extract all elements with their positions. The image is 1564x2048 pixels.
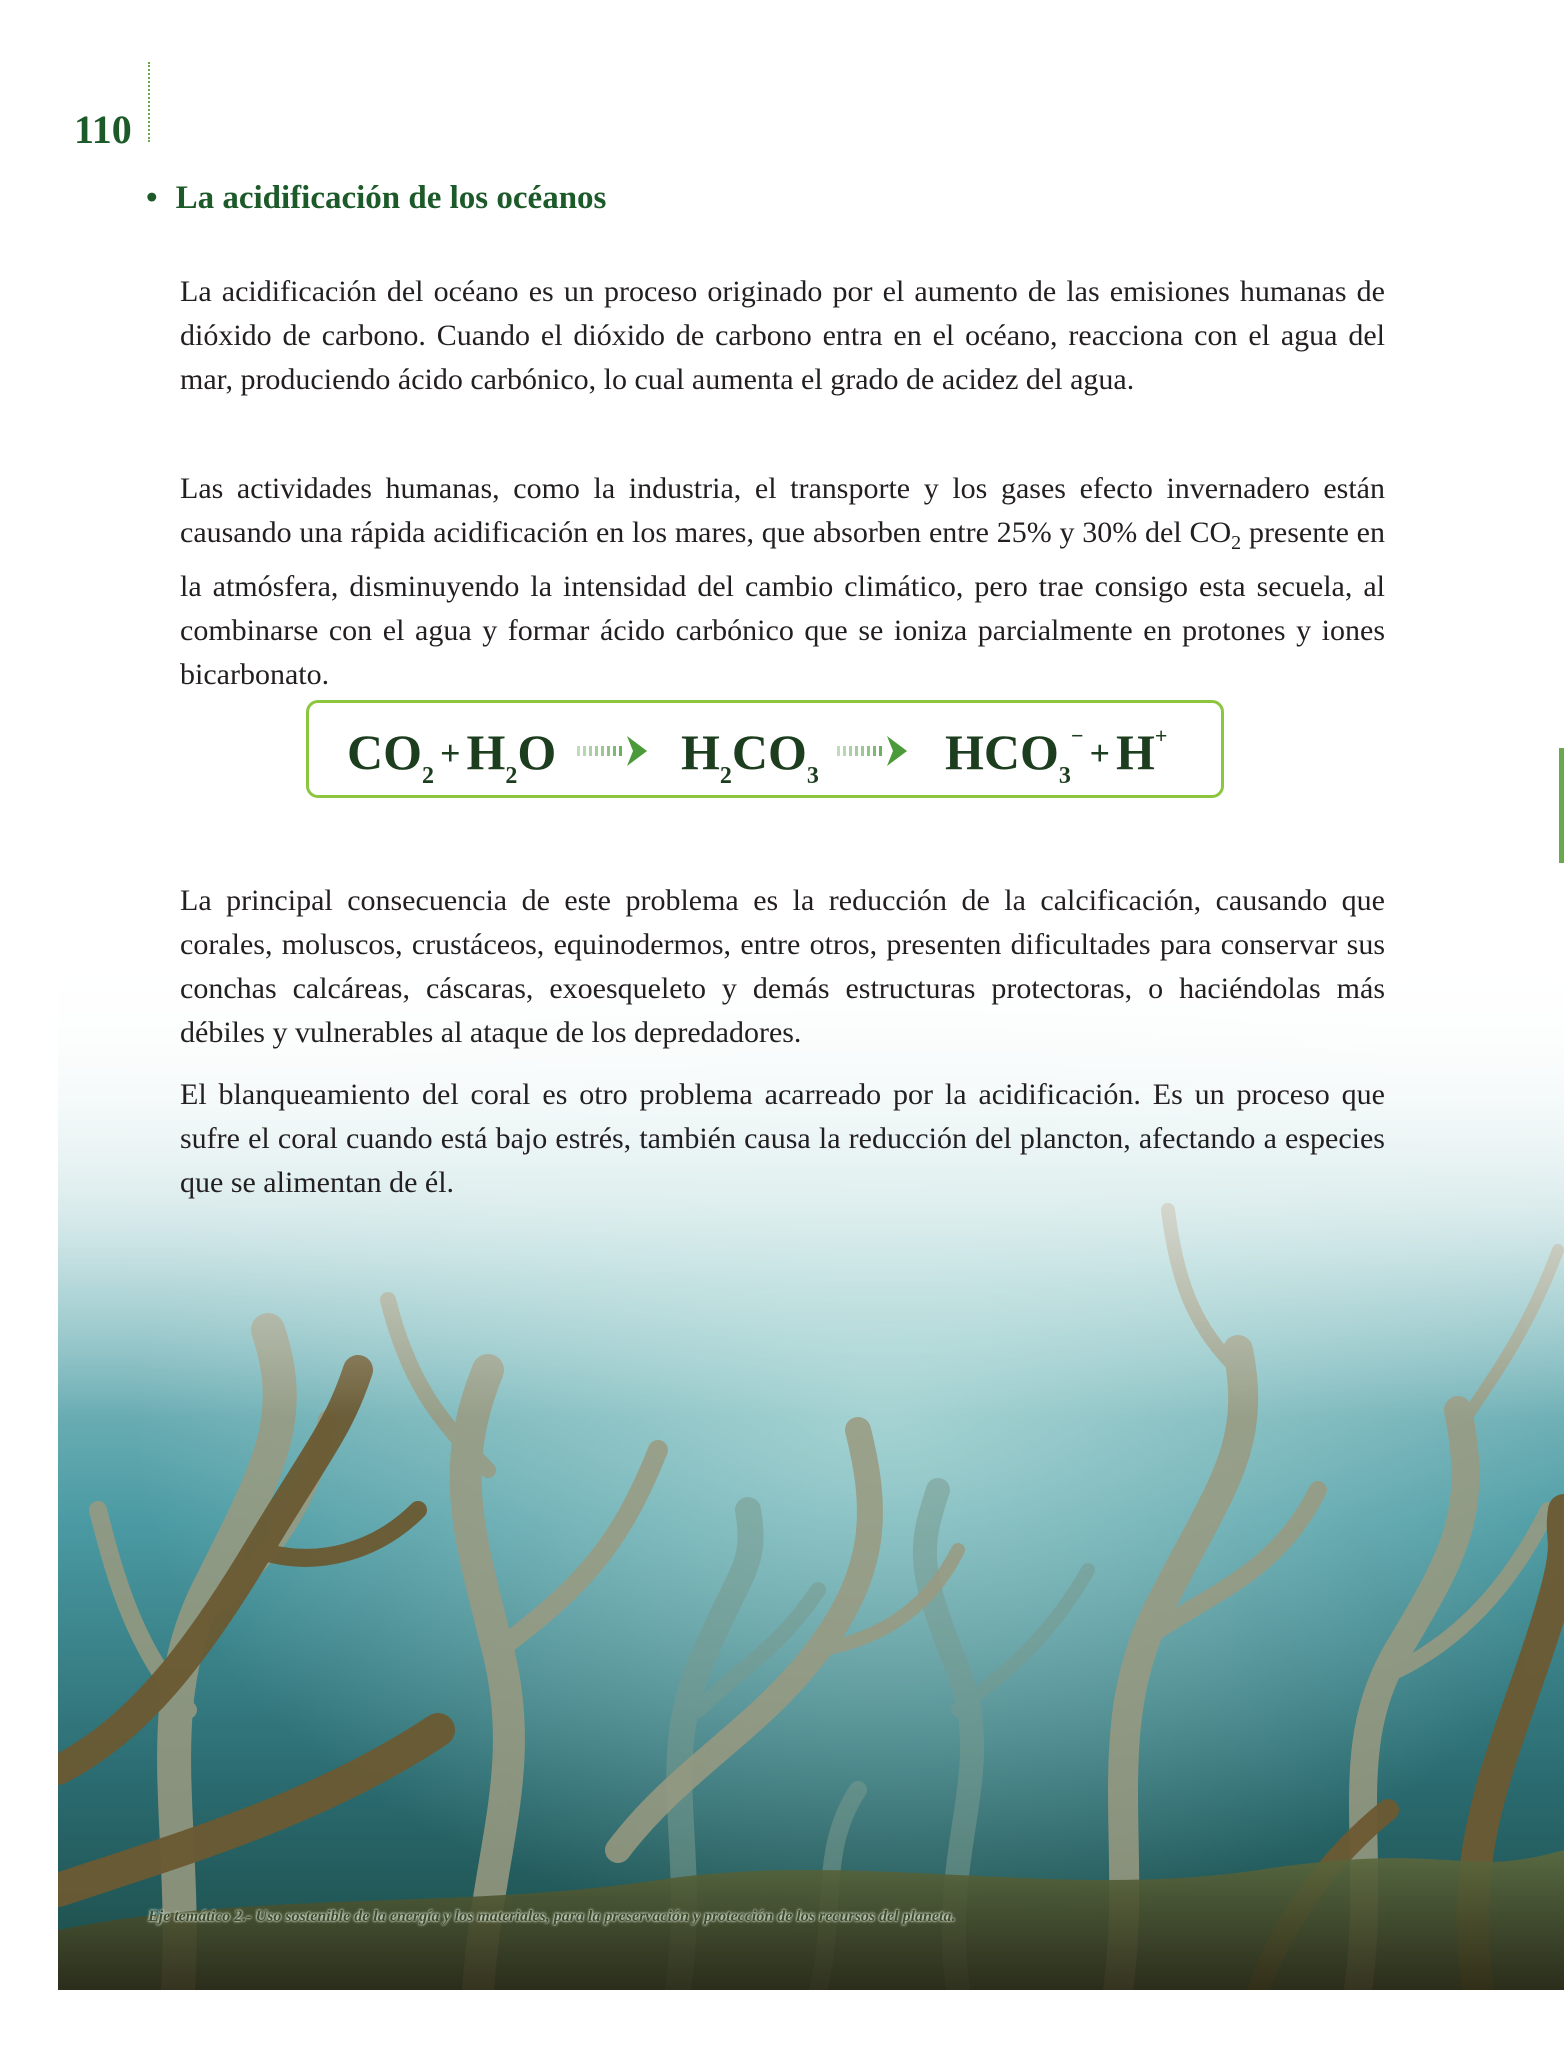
subscript: 3 — [1058, 763, 1071, 789]
superscript: − — [1070, 723, 1084, 748]
paragraph-human-activities — [180, 467, 1385, 697]
subscript: 2 — [505, 763, 518, 789]
equation-carbonic-acid — [681, 723, 819, 790]
formula-hco3: HCO — [945, 724, 1059, 780]
equation-reactants — [347, 723, 556, 790]
section-heading — [146, 180, 606, 217]
footer-caption: Eje temático 2.- Uso sostenible de la energía y los materiales, para la preservación y protección de los recursos del planeta. — [148, 1908, 956, 1925]
formula-h2co3-co: CO — [731, 724, 807, 780]
section-heading-text: La acidificación de los océanos — [175, 180, 607, 216]
formula-h2o-o: O — [517, 724, 557, 780]
formula-h2o-h: H — [466, 724, 506, 780]
plus-sign: + — [1089, 733, 1110, 773]
formula-co2: CO — [347, 724, 422, 780]
formula-h-ion: H — [1115, 724, 1155, 780]
side-tab-marker — [1559, 748, 1564, 863]
superscript: + — [1154, 723, 1168, 748]
reaction-arrow-icon — [577, 734, 649, 768]
subscript: 2 — [719, 763, 732, 789]
subscript: 3 — [806, 763, 819, 789]
paragraph-text: presente en la atmósfera, disminuyendo la intensidad del cambio climático, pero trae consigo esta secuela, al combinarse con el agua y formar ácido carbónico que se ioniza parcialmente en protones y iones bicarbonato. — [180, 516, 1385, 691]
bullet-icon: • — [146, 180, 158, 216]
paragraph-calcification: La principal consecuencia de este problema es la reducción de la calcificación, causando que corales, moluscos, crustáceos, equinodermos, entre otros, presenten dificultades para conservar sus conchas calcáreas, cáscaras, exoesqueleto y demás estructuras protectoras, o haciéndolas más débiles y vulnerables al ataque de los depredadores. — [180, 884, 1385, 1049]
plus-sign: + — [440, 733, 461, 773]
subscript: 2 — [422, 763, 434, 789]
subscript: 2 — [1231, 532, 1242, 554]
paragraph-ocean-acidification: La acidificación del océano es un proceso originado por el aumento de las emisiones humanas de dióxido de carbono. Cuando el dióxido de carbono entra en el océano, reacciona con el agua del mar, produciendo ácido carbónico, lo cual aumenta el grado de acidez del agua. — [180, 275, 1385, 396]
equation-products — [945, 723, 1167, 790]
page-number-divider — [148, 62, 150, 142]
paragraph-text: Las actividades humanas, como la industria, el transporte y los gases efecto invernadero están causando una rápida acidificación en los mares, que absorben entre 25% y 30% del CO — [180, 472, 1385, 549]
reaction-arrow-icon — [837, 734, 909, 768]
paragraph-coral-bleaching: El blanqueamiento del coral es otro problema acarreado por la acidificación. Es un proceso que sufre el coral cuando está bajo estrés, también causa la reducción del plancton, afectando a especies que se alimentan de él. — [180, 1078, 1385, 1199]
formula-h2co3-h: H — [681, 724, 720, 780]
page-number: 110 — [74, 107, 132, 152]
chemical-equation-box — [306, 700, 1224, 798]
